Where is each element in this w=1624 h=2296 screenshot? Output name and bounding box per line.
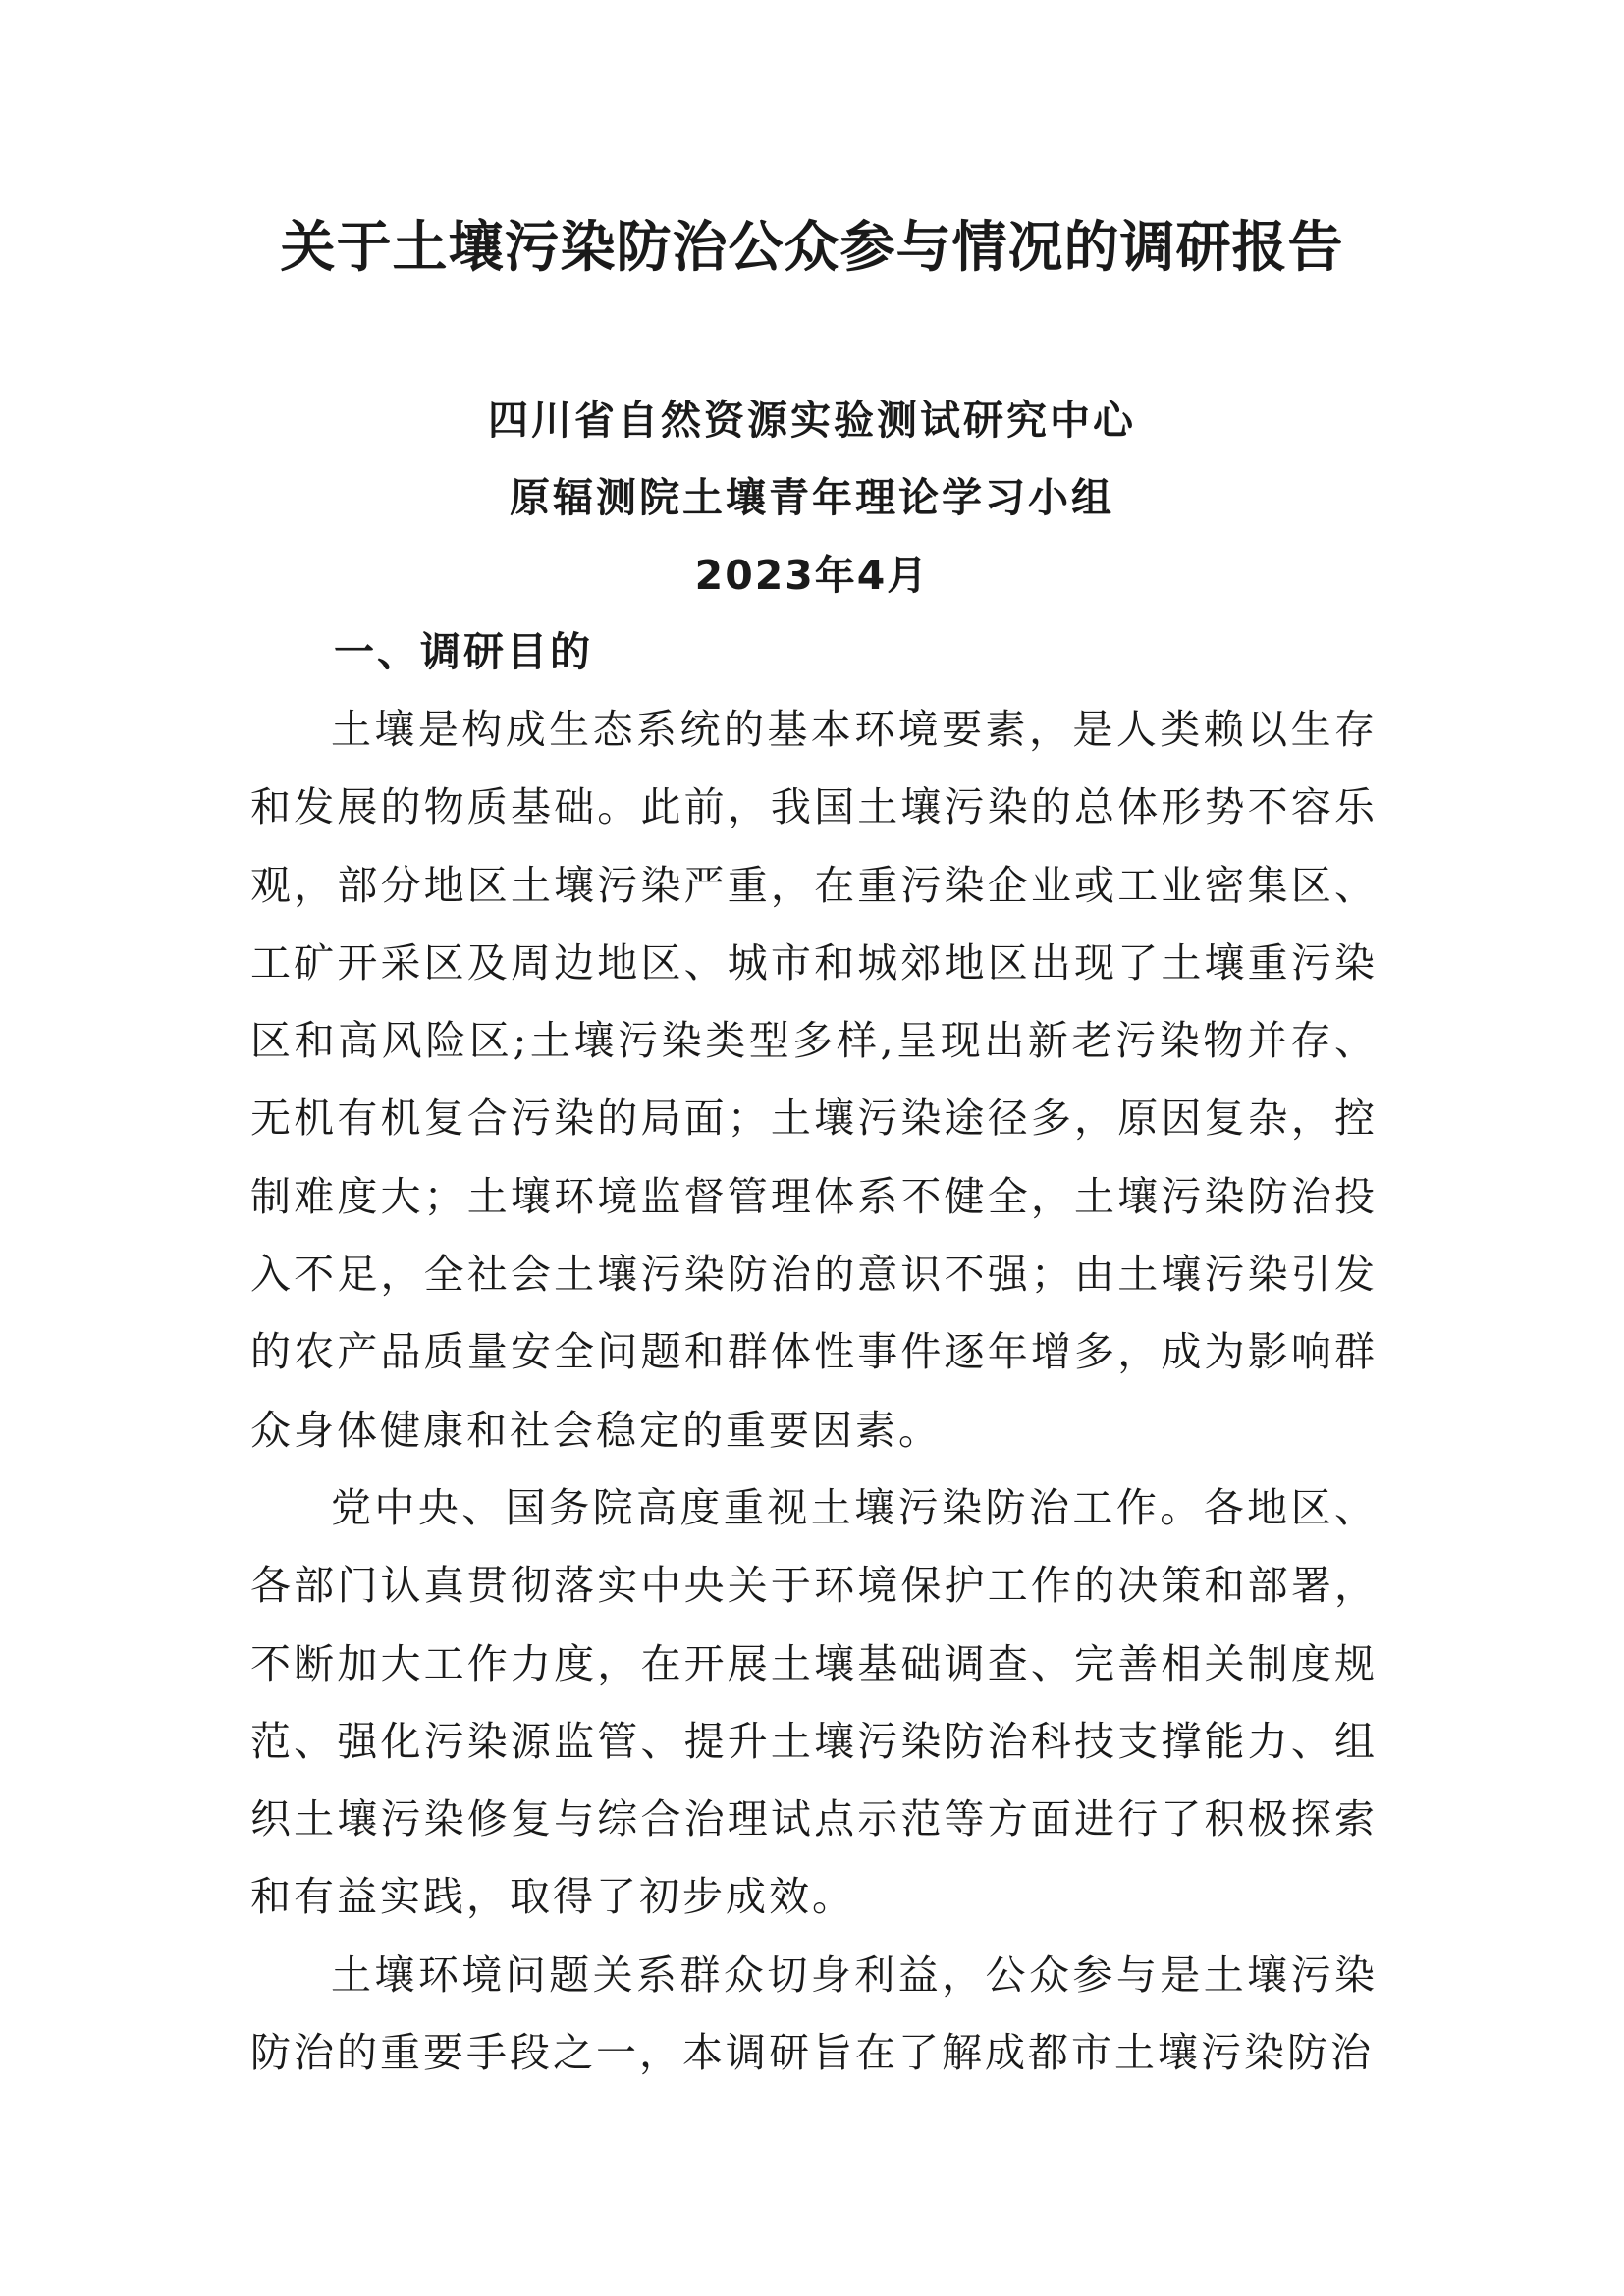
paragraph-public-participation: 土壤环境问题关系群众切身利益，公众参与是土壤污染防治的重要手段之一，本调研旨在了解成都市土壤污染防治 (250, 1950, 1378, 2077)
organization-name: 四川省自然资源实验测试研究中心 (488, 397, 1136, 444)
section-heading: 一、调研目的 (334, 628, 593, 675)
paragraph-soil-background: 土壤是构成生态系统的基本环境要素，是人类赖以生存和发展的物质基础。此前，我国土壤污染的总体形势不容乐观，部分地区土壤污染严重，在重污染企业或工业密集区、工矿开采区及周边地区、城市和城郊地区出现了土壤重污染区和高风险区;土壤污染类型多样,呈现出新老污染物并存、无机有机复合污染的局面；土壤污染途径多，原因复杂，控制难度大；土壤环境监督管理体系不健全，土壤污染防治投入不足，全社会土壤污染防治的意识不强；由土壤污染引发的农产品质量安全问题和群体性事件逐年增多，成为影响群众身体健康和社会稳定的重要因素。 (250, 706, 1378, 1454)
paragraph-government-efforts: 党中央、国务院高度重视土壤污染防治工作。各地区、各部门认真贯彻落实中央关于环境保护工作的决策和部署，不断加大工作力度，在开展土壤基础调查、完善相关制度规范、强化污染源监管、提升土壤污染防治科技支撑能力、组织土壤污染修复与综合治理试点示范等方面进行了积极探索和有益实践，取得了初步成效。 (250, 1483, 1378, 1921)
document-body (250, 691, 1378, 2092)
document-title: 关于土壤污染防治公众参与情况的调研报告 (280, 215, 1344, 280)
study-group-name: 原辐测院土壤青年理论学习小组 (510, 474, 1114, 521)
report-date: 2023年4月 (694, 552, 930, 599)
